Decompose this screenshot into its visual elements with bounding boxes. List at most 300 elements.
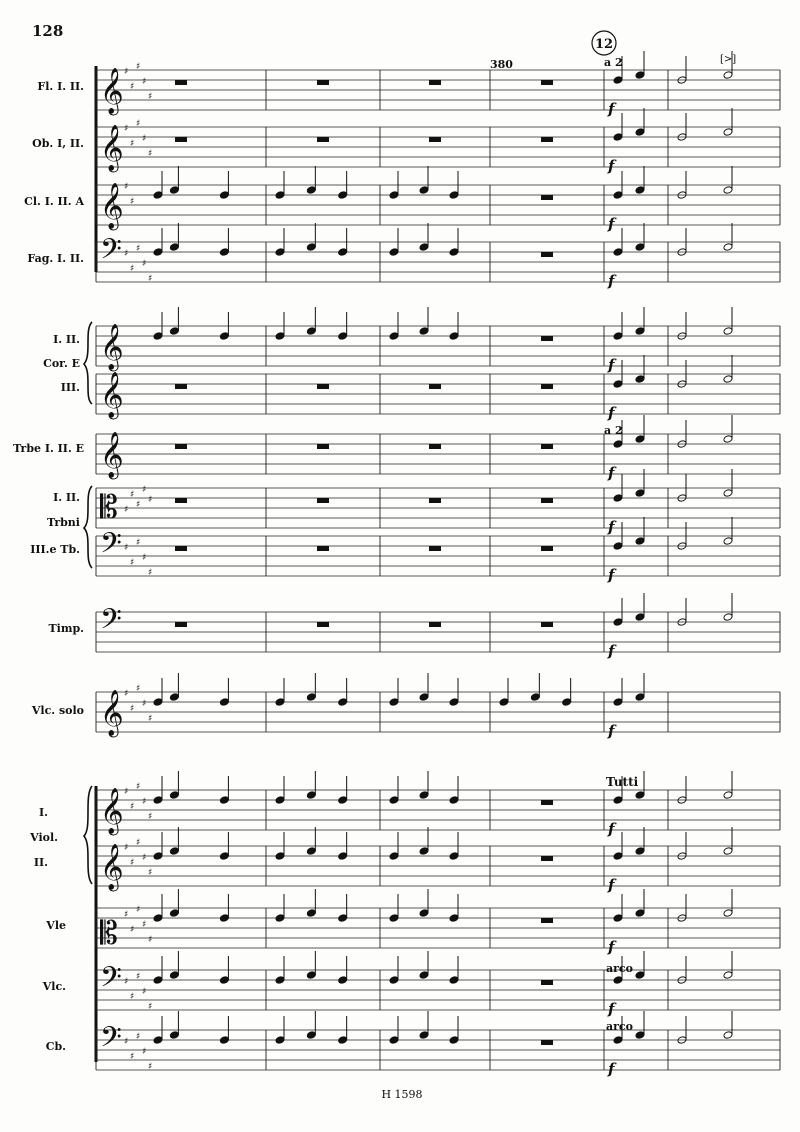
whole-rest-icon bbox=[175, 546, 187, 551]
sharp-icon: ♯ bbox=[142, 259, 147, 269]
notehead-icon bbox=[635, 186, 645, 195]
sharp-icon: ♯ bbox=[148, 495, 153, 505]
sharp-icon: ♯ bbox=[136, 1032, 141, 1042]
staff-vlc bbox=[96, 961, 780, 1012]
notehead-icon bbox=[219, 248, 229, 257]
whole-rest-icon bbox=[541, 800, 553, 805]
whole-rest-icon bbox=[317, 444, 329, 449]
notehead-icon bbox=[613, 1036, 623, 1045]
clef-treble-icon: 𝄞 bbox=[100, 690, 124, 736]
sharp-icon: ♯ bbox=[124, 543, 129, 553]
notehead-icon bbox=[389, 698, 399, 707]
label-violas: Vle bbox=[46, 919, 66, 932]
trombone-brace bbox=[84, 486, 92, 568]
whole-rest-icon bbox=[541, 546, 553, 551]
notehead-icon bbox=[723, 971, 733, 980]
clef-treble-icon: 𝄞 bbox=[100, 844, 124, 890]
sharp-icon: ♯ bbox=[124, 977, 129, 987]
whole-rest-icon bbox=[541, 137, 553, 142]
forte-dynamic: f bbox=[608, 876, 615, 894]
notehead-icon bbox=[613, 494, 623, 503]
notehead-icon bbox=[389, 191, 399, 200]
notehead-icon bbox=[530, 693, 540, 702]
notehead-icon bbox=[306, 791, 316, 800]
label-bassoons: Fag. I. II. bbox=[27, 252, 84, 265]
notehead-icon bbox=[635, 909, 645, 918]
notehead-icon bbox=[219, 191, 229, 200]
sharp-icon: ♯ bbox=[124, 67, 129, 77]
accent-bracket: [>] bbox=[720, 54, 737, 65]
notehead-icon bbox=[306, 909, 316, 918]
label-trumpets: Trbe I. II. E bbox=[13, 442, 84, 455]
clef-treble-icon: 𝄞 bbox=[100, 788, 124, 834]
whole-rest-icon bbox=[175, 498, 187, 503]
whole-rest-icon bbox=[175, 384, 187, 389]
notehead-icon bbox=[153, 248, 163, 257]
notehead-icon bbox=[275, 796, 285, 805]
label-timpani: Timp. bbox=[48, 622, 84, 635]
notehead-icon bbox=[169, 971, 179, 980]
forte-dynamic: f bbox=[608, 404, 615, 422]
notehead-icon bbox=[723, 489, 733, 498]
notehead-icon bbox=[635, 791, 645, 800]
notehead-icon bbox=[613, 440, 623, 449]
sharp-icon: ♯ bbox=[136, 838, 141, 848]
label-trombones-1-2: I. II. bbox=[53, 491, 80, 504]
forte-dynamic: f bbox=[608, 100, 615, 118]
notehead-icon bbox=[419, 909, 429, 918]
whole-rest-icon bbox=[317, 137, 329, 142]
sharp-icon: ♯ bbox=[130, 802, 135, 812]
notehead-icon bbox=[153, 914, 163, 923]
sharp-icon: ♯ bbox=[136, 972, 141, 982]
sharp-icon: ♯ bbox=[136, 905, 141, 915]
notehead-icon bbox=[723, 71, 733, 80]
notehead-icon bbox=[723, 186, 733, 195]
whole-rest-icon bbox=[429, 622, 441, 627]
whole-rest-icon bbox=[541, 80, 553, 85]
sharp-icon: ♯ bbox=[130, 490, 135, 500]
notehead-icon bbox=[389, 332, 399, 341]
whole-rest-icon bbox=[317, 498, 329, 503]
notehead-icon bbox=[389, 796, 399, 805]
sharp-icon: ♯ bbox=[148, 868, 153, 878]
sharp-icon: ♯ bbox=[142, 77, 147, 87]
label-horns-3: III. bbox=[60, 381, 80, 394]
notehead-icon bbox=[449, 796, 459, 805]
forte-dynamic: f bbox=[608, 272, 615, 290]
notehead-icon bbox=[562, 698, 572, 707]
notehead-icon bbox=[169, 909, 179, 918]
sharp-icon: ♯ bbox=[136, 62, 141, 72]
sharp-icon: ♯ bbox=[130, 558, 135, 568]
whole-rest-icon bbox=[541, 252, 553, 257]
sharp-icon: ♯ bbox=[130, 858, 135, 868]
label-clarinets: Cl. I. II. A bbox=[24, 195, 84, 208]
notehead-icon bbox=[169, 693, 179, 702]
label-trombones-group: Trbni bbox=[46, 516, 80, 529]
staff-cor2 bbox=[96, 372, 780, 420]
sharp-icon: ♯ bbox=[148, 1062, 153, 1072]
label-cellos: Vlc. bbox=[42, 980, 66, 993]
violin-brace bbox=[84, 786, 92, 884]
sharp-icon: ♯ bbox=[142, 553, 147, 563]
whole-rest-icon bbox=[429, 546, 441, 551]
notehead-icon bbox=[153, 332, 163, 341]
clef-treble-icon: 𝄞 bbox=[100, 432, 124, 478]
notehead-icon bbox=[338, 698, 348, 707]
notehead-icon bbox=[275, 332, 285, 341]
staff-vle bbox=[96, 905, 780, 952]
notehead-icon bbox=[449, 332, 459, 341]
system-brackets bbox=[84, 66, 96, 1062]
whole-rest-icon bbox=[175, 80, 187, 85]
notehead-icon bbox=[449, 914, 459, 923]
notehead-icon bbox=[449, 698, 459, 707]
notehead-icon bbox=[613, 698, 623, 707]
sharp-icon: ♯ bbox=[136, 244, 141, 254]
staff-vl1 bbox=[96, 782, 780, 836]
notehead-icon bbox=[219, 698, 229, 707]
notehead-icon bbox=[635, 847, 645, 856]
notehead-icon bbox=[338, 332, 348, 341]
sharp-icon: ♯ bbox=[148, 568, 153, 578]
staff-cl bbox=[96, 182, 780, 231]
notehead-icon bbox=[219, 976, 229, 985]
label-violins-group: Viol. bbox=[30, 831, 58, 844]
forte-dynamic: f bbox=[608, 1000, 615, 1018]
sharp-icon: ♯ bbox=[124, 249, 129, 259]
notehead-icon bbox=[613, 914, 623, 923]
notehead-icon bbox=[723, 128, 733, 137]
notehead-icon bbox=[613, 976, 623, 985]
sharp-icon: ♯ bbox=[124, 182, 129, 192]
notehead-icon bbox=[613, 332, 623, 341]
notehead-icon bbox=[419, 693, 429, 702]
notehead-icon bbox=[275, 976, 285, 985]
notehead-icon bbox=[723, 909, 733, 918]
notehead-icon bbox=[169, 791, 179, 800]
notehead-icon bbox=[275, 1036, 285, 1045]
notehead-icon bbox=[613, 191, 623, 200]
notehead-icon bbox=[723, 1031, 733, 1040]
notehead-icon bbox=[338, 191, 348, 200]
a2-trumpets: a 2 bbox=[604, 424, 623, 437]
sharp-icon: ♯ bbox=[142, 987, 147, 997]
clef-bass-icon: 𝄢 bbox=[100, 1021, 122, 1061]
notehead-icon bbox=[219, 1036, 229, 1045]
sharp-icon: ♯ bbox=[142, 699, 147, 709]
staff-timp bbox=[96, 603, 780, 652]
sharp-icon: ♯ bbox=[148, 935, 153, 945]
sharp-icon: ♯ bbox=[148, 149, 153, 159]
sharp-icon: ♯ bbox=[130, 1052, 135, 1062]
notehead-icon bbox=[219, 852, 229, 861]
staff-trb2 bbox=[96, 527, 780, 578]
sharp-icon: ♯ bbox=[142, 134, 147, 144]
whole-rest-icon bbox=[541, 622, 553, 627]
notehead-icon bbox=[275, 852, 285, 861]
whole-rest-icon bbox=[175, 444, 187, 449]
notehead-icon bbox=[635, 489, 645, 498]
staff-vl2 bbox=[96, 838, 780, 892]
sharp-icon: ♯ bbox=[136, 684, 141, 694]
label-horns-1-2: I. II. bbox=[53, 333, 80, 346]
notehead-icon bbox=[449, 976, 459, 985]
notehead-icon bbox=[419, 243, 429, 252]
staff-vlcsolo bbox=[96, 684, 780, 738]
notehead-icon bbox=[338, 976, 348, 985]
forte-dynamic: f bbox=[608, 518, 615, 536]
forte-dynamic: f bbox=[608, 722, 615, 740]
notehead-icon bbox=[613, 133, 623, 142]
sharp-icon: ♯ bbox=[124, 505, 129, 515]
notehead-icon bbox=[635, 375, 645, 384]
arco-cellos: arco bbox=[606, 962, 633, 975]
notehead-icon bbox=[613, 380, 623, 389]
notehead-icon bbox=[389, 248, 399, 257]
whole-rest-icon bbox=[541, 195, 553, 200]
staff-fl bbox=[96, 62, 780, 116]
notehead-icon bbox=[389, 914, 399, 923]
notehead-icon bbox=[635, 537, 645, 546]
notehead-icon bbox=[153, 852, 163, 861]
label-oboes: Ob. I, II. bbox=[32, 137, 84, 150]
notehead-icon bbox=[723, 243, 733, 252]
notehead-icon bbox=[419, 186, 429, 195]
notehead-icon bbox=[449, 248, 459, 257]
notehead-icon bbox=[635, 613, 645, 622]
clef-bass-icon: 𝄢 bbox=[100, 603, 122, 643]
notehead-icon bbox=[449, 191, 459, 200]
notehead-icon bbox=[153, 698, 163, 707]
forte-dynamic: f bbox=[608, 215, 615, 233]
sharp-icon: ♯ bbox=[136, 119, 141, 129]
forte-dynamic: f bbox=[608, 1060, 615, 1078]
notehead-icon bbox=[419, 791, 429, 800]
notehead-icon bbox=[613, 248, 623, 257]
sharp-icon: ♯ bbox=[142, 1047, 147, 1057]
staff-cb bbox=[96, 1021, 780, 1072]
notehead-icon bbox=[338, 248, 348, 257]
sharp-icon: ♯ bbox=[130, 264, 135, 274]
sharp-icon: ♯ bbox=[130, 925, 135, 935]
notehead-icon bbox=[153, 796, 163, 805]
notehead-icon bbox=[389, 852, 399, 861]
notehead-icon bbox=[306, 327, 316, 336]
sharp-icon: ♯ bbox=[142, 485, 147, 495]
forte-dynamic: f bbox=[608, 938, 615, 956]
whole-rest-icon bbox=[541, 444, 553, 449]
staff-fag bbox=[96, 233, 780, 284]
notehead-icon bbox=[635, 327, 645, 336]
notehead-icon bbox=[723, 375, 733, 384]
sharp-icon: ♯ bbox=[130, 704, 135, 714]
whole-rest-icon bbox=[317, 80, 329, 85]
clef-tenor-icon: 𝄡 bbox=[100, 488, 118, 526]
sharp-icon: ♯ bbox=[136, 782, 141, 792]
staff-trbe bbox=[96, 432, 780, 480]
forte-dynamic: f bbox=[608, 356, 615, 374]
notehead-icon bbox=[338, 796, 348, 805]
label-basses: Cb. bbox=[45, 1040, 66, 1053]
sharp-icon: ♯ bbox=[124, 843, 129, 853]
plate-number: H 1598 bbox=[381, 1088, 423, 1101]
sharp-icon: ♯ bbox=[130, 139, 135, 149]
notehead-icon bbox=[306, 847, 316, 856]
forte-dynamic: f bbox=[608, 464, 615, 482]
notehead-icon bbox=[419, 1031, 429, 1040]
sharp-icon: ♯ bbox=[124, 689, 129, 699]
notehead-icon bbox=[338, 1036, 348, 1045]
notehead-icon bbox=[635, 1031, 645, 1040]
notehead-icon bbox=[723, 613, 733, 622]
clef-alto-icon: 𝄡 bbox=[100, 914, 118, 952]
sharp-icon: ♯ bbox=[148, 1002, 153, 1012]
notehead-icon bbox=[275, 191, 285, 200]
notehead-icon bbox=[419, 327, 429, 336]
notehead-icon bbox=[613, 796, 623, 805]
whole-rest-icon bbox=[541, 336, 553, 341]
whole-rest-icon bbox=[317, 384, 329, 389]
staff-cor1 bbox=[96, 324, 780, 372]
notehead-icon bbox=[306, 693, 316, 702]
notehead-icon bbox=[275, 248, 285, 257]
sharp-icon: ♯ bbox=[124, 124, 129, 134]
rehearsal-mark-number: 12 bbox=[594, 37, 614, 52]
notehead-icon bbox=[275, 914, 285, 923]
notehead-icon bbox=[723, 847, 733, 856]
notehead-icon bbox=[419, 847, 429, 856]
whole-rest-icon bbox=[429, 384, 441, 389]
notehead-icon bbox=[723, 537, 733, 546]
whole-rest-icon bbox=[429, 137, 441, 142]
sharp-icon: ♯ bbox=[148, 714, 153, 724]
whole-rest-icon bbox=[541, 1040, 553, 1045]
sharp-icon: ♯ bbox=[130, 197, 135, 207]
notehead-icon bbox=[723, 327, 733, 336]
whole-rest-icon bbox=[429, 444, 441, 449]
whole-rest-icon bbox=[541, 918, 553, 923]
notehead-icon bbox=[219, 796, 229, 805]
sharp-icon: ♯ bbox=[130, 992, 135, 1002]
sharp-icon: ♯ bbox=[124, 910, 129, 920]
tutti-marking: Tutti bbox=[606, 775, 639, 789]
notehead-icon bbox=[169, 1031, 179, 1040]
forte-dynamic: f bbox=[608, 642, 615, 660]
whole-rest-icon bbox=[429, 498, 441, 503]
whole-rest-icon bbox=[541, 384, 553, 389]
sharp-icon: ♯ bbox=[130, 82, 135, 92]
notehead-icon bbox=[153, 191, 163, 200]
clef-bass-icon: 𝄢 bbox=[100, 961, 122, 1001]
notehead-icon bbox=[613, 852, 623, 861]
whole-rest-icon bbox=[175, 622, 187, 627]
notehead-icon bbox=[635, 971, 645, 980]
notehead-icon bbox=[306, 186, 316, 195]
clef-bass-icon: 𝄢 bbox=[100, 527, 122, 567]
whole-rest-icon bbox=[541, 856, 553, 861]
whole-rest-icon bbox=[429, 80, 441, 85]
notehead-icon bbox=[306, 971, 316, 980]
sharp-icon: ♯ bbox=[136, 500, 141, 510]
forte-dynamic: f bbox=[608, 566, 615, 584]
clef-treble-icon: 𝄞 bbox=[100, 68, 124, 114]
notehead-icon bbox=[449, 852, 459, 861]
horn-brace bbox=[84, 322, 92, 404]
notehead-icon bbox=[338, 914, 348, 923]
forte-dynamic: f bbox=[608, 157, 615, 175]
notehead-icon bbox=[635, 435, 645, 444]
staff-ob bbox=[96, 119, 780, 173]
measure-number: 380 bbox=[490, 58, 513, 71]
notehead-icon bbox=[153, 1036, 163, 1045]
label-violins-1: I. bbox=[39, 806, 48, 819]
notehead-icon bbox=[499, 698, 509, 707]
page-number: 128 bbox=[32, 22, 64, 40]
sharp-icon: ♯ bbox=[148, 92, 153, 102]
notehead-icon bbox=[389, 976, 399, 985]
clef-treble-icon: 𝄞 bbox=[100, 183, 124, 229]
staff-labels bbox=[13, 80, 84, 1053]
notehead-icon bbox=[275, 698, 285, 707]
sharp-icon: ♯ bbox=[148, 812, 153, 822]
notehead-icon bbox=[449, 1036, 459, 1045]
clef-treble-icon: 𝄞 bbox=[100, 125, 124, 171]
notehead-icon bbox=[306, 243, 316, 252]
sharp-icon: ♯ bbox=[136, 538, 141, 548]
forte-dynamic: f bbox=[608, 820, 615, 838]
label-horns-group: Cor. E bbox=[43, 357, 80, 370]
notehead-icon bbox=[613, 76, 623, 85]
sharp-icon: ♯ bbox=[142, 853, 147, 863]
staff-trb1 bbox=[96, 485, 780, 528]
a2-flutes: a 2 bbox=[604, 56, 623, 69]
notehead-icon bbox=[338, 852, 348, 861]
label-violins-2: II. bbox=[33, 856, 48, 869]
notehead-icon bbox=[419, 971, 429, 980]
notehead-icon bbox=[219, 914, 229, 923]
notehead-icon bbox=[635, 128, 645, 137]
notehead-icon bbox=[306, 1031, 316, 1040]
notehead-icon bbox=[635, 243, 645, 252]
sharp-icon: ♯ bbox=[124, 787, 129, 797]
notehead-icon bbox=[389, 1036, 399, 1045]
notehead-icon bbox=[723, 791, 733, 800]
label-cello-solo: Vlc. solo bbox=[31, 704, 84, 717]
arco-basses: arco bbox=[606, 1020, 633, 1033]
whole-rest-icon bbox=[541, 498, 553, 503]
notehead-icon bbox=[169, 327, 179, 336]
clef-treble-icon: 𝄞 bbox=[100, 372, 124, 418]
notehead-icon bbox=[635, 71, 645, 80]
label-trombone-3-tuba: III.e Tb. bbox=[30, 543, 80, 556]
notehead-icon bbox=[153, 976, 163, 985]
sharp-icon: ♯ bbox=[142, 920, 147, 930]
clef-bass-icon: 𝄢 bbox=[100, 233, 122, 273]
label-flutes: Fl. I. II. bbox=[37, 80, 84, 93]
notehead-icon bbox=[613, 542, 623, 551]
rehearsal-mark bbox=[592, 31, 616, 55]
sharp-icon: ♯ bbox=[124, 1037, 129, 1047]
clef-treble-icon: 𝄞 bbox=[100, 324, 124, 370]
sharp-icon: ♯ bbox=[148, 274, 153, 284]
whole-rest-icon bbox=[541, 980, 553, 985]
staves-layer bbox=[96, 62, 780, 1072]
whole-rest-icon bbox=[317, 622, 329, 627]
notehead-icon bbox=[219, 332, 229, 341]
notehead-icon bbox=[169, 243, 179, 252]
